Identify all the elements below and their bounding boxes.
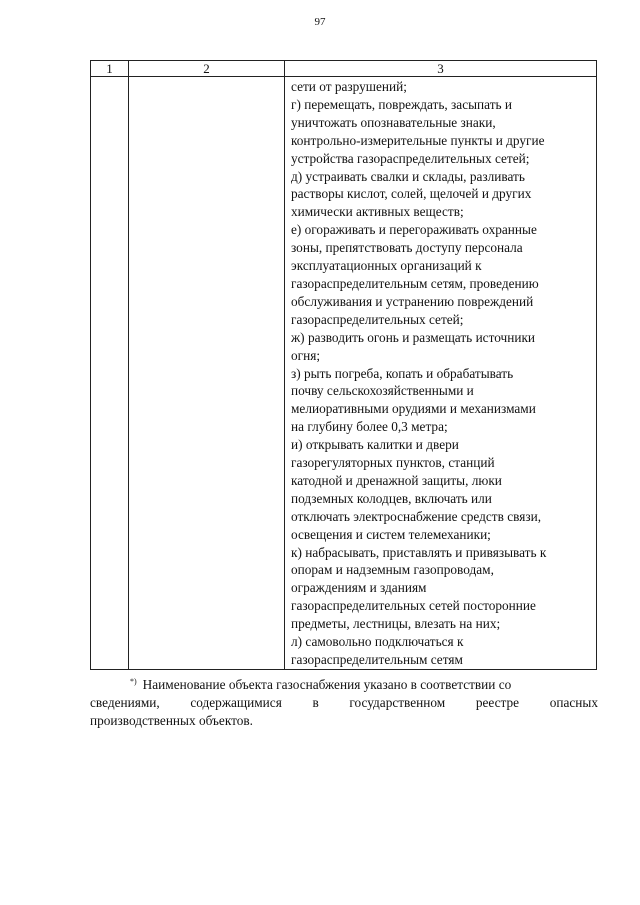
text-line: обслуживания и устранению повреждений [291,293,534,309]
footnote-word: в [312,695,319,710]
text-line: ограждениям и зданиям [291,580,427,596]
text-line: газораспределительных сетей; [291,311,464,327]
text-line: д) устраивать свалки и склады, разливать [291,168,525,184]
text-line: почву сельскохозяйственными и [291,383,474,399]
table-cell-col1 [91,77,129,670]
text-line: катодной и дренажной защиты, люки [291,472,502,488]
text-line: г) перемещать, повреждать, засыпать и [291,96,513,112]
text-line: уничтожать опознавательные знаки, [291,114,496,130]
text-line: газораспределительных сетей посторонние [291,598,536,614]
text-line: зоны, препятствовать доступу персонала [291,240,523,256]
column-header-1: 1 [91,61,129,77]
text-line: опорам и надземным газопроводам, [291,562,494,578]
text-line: на глубину более 0,3 метра; [291,419,448,435]
footnote-word: реестре [475,695,520,710]
footnote-word: сведениями, [90,695,160,710]
footnote-line-3: производственных объектов. [90,713,253,728]
text-line: мелиоративными орудиями и механизмами [291,401,536,417]
text-line: химически активных веществ; [291,204,464,220]
text-line: предметы, лестницы, влезать на них; [291,616,501,632]
footnote-text-1: Наименование объекта газоснабжения указано в соответствии со [142,677,512,692]
footnote-mark: *) [130,676,137,686]
text-line: к) набрасывать, приставлять и привязывать к [291,544,547,560]
text-line: газораспределительным сетям, проведению [291,275,539,291]
page-number: 97 [314,16,326,28]
footnote-line-2 [90,694,598,712]
text-line: эксплуатационных организаций к [291,258,482,274]
table-cell-col2 [129,77,285,670]
text-line: подземных колодцев, включать или [291,490,492,506]
content-table [90,60,597,670]
text-line: е) огораживать и перегораживать охранные [291,222,537,238]
footnote-line-1 [90,676,598,694]
column-header-2: 2 [129,61,285,77]
text-line: з) рыть погреба, копать и обрабатывать [291,365,514,381]
footnote [90,676,598,730]
text-line: и) открывать калитки и двери [291,437,459,453]
text-line: ж) разводить огонь и размещать источники [291,329,536,345]
text-line: отключать электроснабжение средств связи, [291,508,542,524]
table-header-row [91,61,597,77]
text-line: устройства газораспределительных сетей; [291,150,530,166]
text-line: газораспределительным сетям [291,652,463,667]
text-line: растворы кислот, солей, щелочей и других [291,186,532,202]
text-line: газорегуляторных пунктов, станций [291,455,495,471]
column-header-3: 3 [285,61,597,77]
text-line: л) самовольно подключаться к [291,634,464,650]
text-line: освещения и систем телемеханики; [291,526,491,542]
table-cell-col3 [285,77,597,670]
footnote-word: опасных [549,695,598,710]
text-line: огня; [291,347,321,363]
text-line: сети от разрушений; [291,79,407,94]
footnote-word: содержащимися [190,695,282,710]
text-line: контрольно-измерительные пункты и другие [291,132,545,148]
table-row [91,77,597,670]
footnote-word: государственном [349,695,446,710]
